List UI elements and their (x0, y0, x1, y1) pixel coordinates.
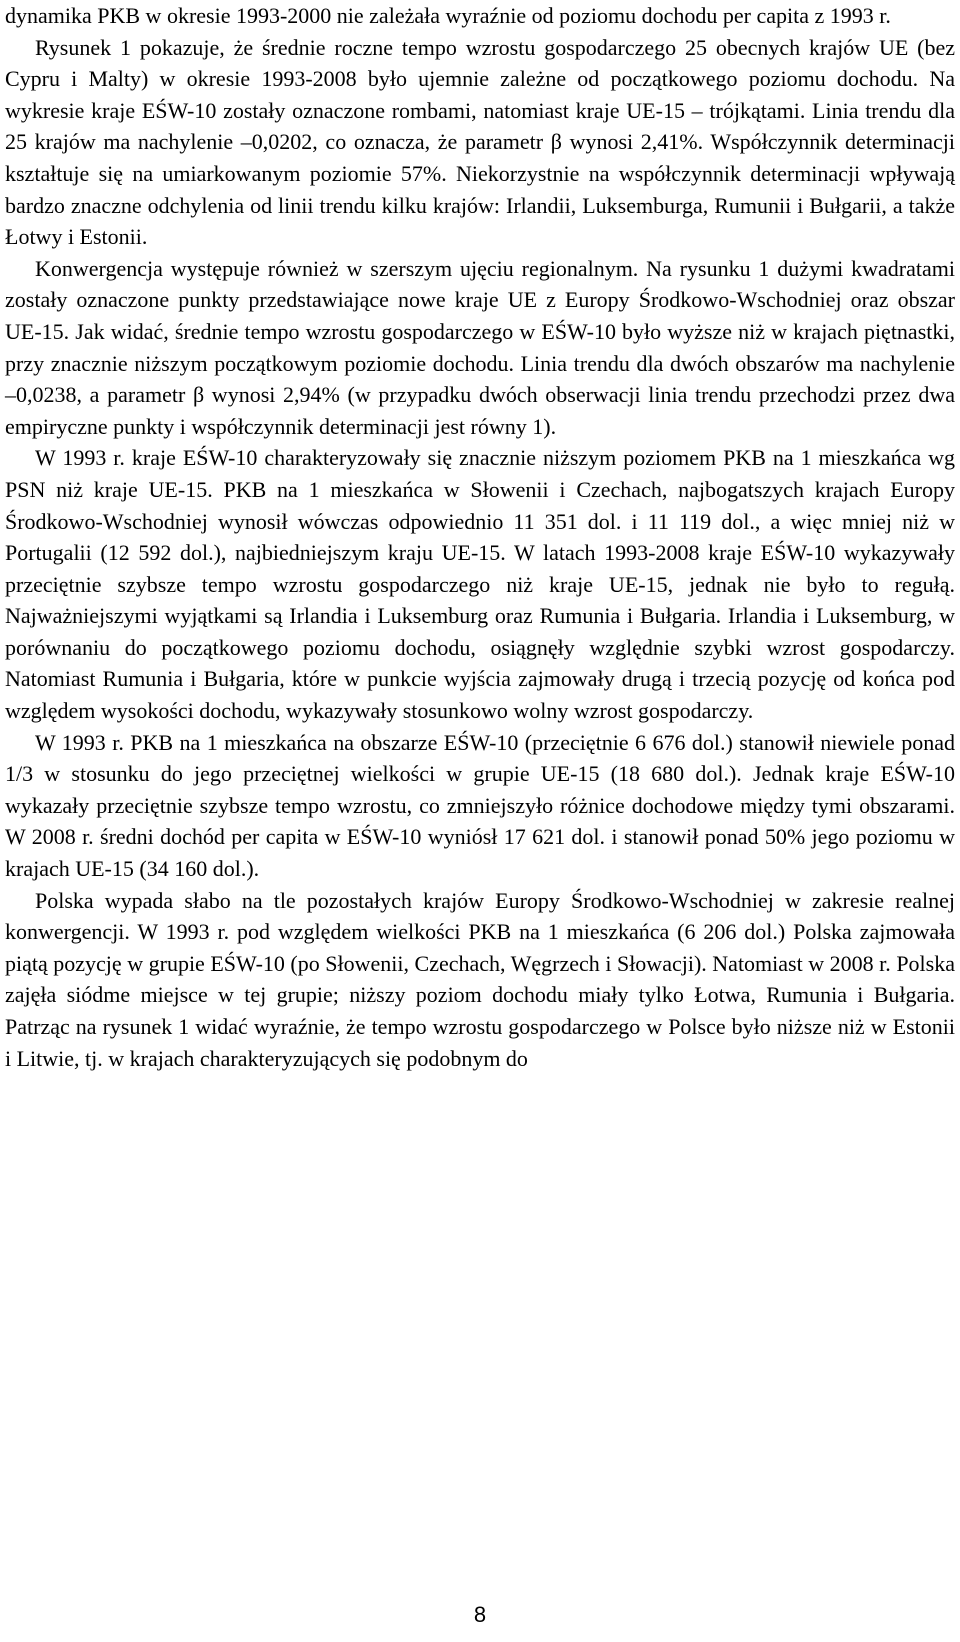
paragraph-5: W 1993 r. PKB na 1 mieszkańca na obszarze EŚW-10 (przeciętnie 6 676 dol.) stanowił niewiele ponad 1/3 w stosunku do jego przeciętnej wielkości w grupie UE-15 (18 680 dol.). Jednak kraje EŚW-10 wykazały przeciętnie szybsze tempo wzrostu, co zmniejszyło różnice dochodowe między tymi obszarami. W 2008 r. średni dochód per capita w EŚW-10 wyniósł 17 621 dol. i stanowił ponad 50% jego poziomu w krajach UE-15 (34 160 dol.). (5, 729, 955, 882)
paragraph-1: dynamika PKB w okresie 1993-2000 nie zależała wyraźnie od poziomu dochodu per capita z 1993 r. (5, 3, 891, 28)
paragraph-4: W 1993 r. kraje EŚW-10 charakteryzowały się znacznie niższym poziomem PKB na 1 mieszkańca wg PSN niż kraje UE-15. PKB na 1 mieszkańca w Słowenii i Czechach, najbogatszych krajach Europy Środkowo-Wschodniej wynosił wówczas odpowiednio 11 351 dol. i 11 119 dol., a więc mniej niż w Portugalii (12 592 dol.), najbiedniejszym kraju UE-15. W latach 1993-2008 kraje EŚW-10 wykazywały przeciętnie szybsze tempo wzrostu gospodarczego niż kraje UE-15, jednak nie było to regułą. Najważniejszymi wyjątkami są Irlandia i Luksemburg oraz Rumunia i Bułgaria. Irlandia i Luksemburg, w porównaniu do początkowego poziomu dochodu, osiągnęły względnie szybki wzrost gospodarczy. Natomiast Rumunia i Bułgaria, które w punkcie wyjścia zajmowały drugą i trzecią pozycję od końca pod względem wysokości dochodu, wykazywały stosunkowo wolny wzrost gospodarczy. (5, 445, 955, 724)
paragraph-6: Polska wypada słabo na tle pozostałych krajów Europy Środkowo-Wschodniej w zakresie realnej konwergencji. W 1993 r. pod względem wielkości PKB na 1 mieszkańca (6 206 dol.) Polska zajmowała piątą pozycję w grupie EŚW-10 (po Słowenii, Czechach, Węgrzech i Słowacji). Natomiast w 2008 r. Polska zajęła siódme miejsce w tej grupie; niższy poziom dochodu miały tylko Łotwa, Rumunia i Bułgaria. Patrząc na rysunek 1 widać wyraźnie, że tempo wzrostu gospodarczego w Polsce było niższe niż w Estonii i Litwie, tj. w krajach charakteryzujących się podobnym do (5, 887, 955, 1071)
page-number: 8 (473, 1602, 487, 1627)
paragraph-3: Konwergencja występuje również w szerszym ujęciu regionalnym. Na rysunku 1 dużymi kwadratami zostały oznaczone punkty przedstawiające nowe kraje UE z Europy Środkowo-Wschodniej oraz obszar UE-15. Jak widać, średnie tempo wzrostu gospodarczego w EŚW-10 było wyższe niż w krajach piętnastki, przy znacznie niższym początkowym poziomie dochodu. Linia trendu dla dwóch obszarów ma nachylenie –0,0238, a parametr β wynosi 2,94% (w przypadku dwóch obserwacji linia trendu przechodzi przez dwa empiryczne punkty i współczynnik determinacji jest równy 1). (5, 255, 955, 439)
paragraph-2: Rysunek 1 pokazuje, że średnie roczne tempo wzrostu gospodarczego 25 obecnych krajów UE (bez Cypru i Malty) w okresie 1993-2008 było ujemnie zależne od początkowego poziomu dochodu. Na wykresie kraje EŚW-10 zostały oznaczone rombami, natomiast kraje UE-15 – trójkątami. Linia trendu dla 25 krajów ma nachylenie –0,0202, co oznacza, że parametr β wynosi 2,41%. Współczynnik determinacji kształtuje się na umiarkowanym poziomie 57%. Niekorzystnie na współczynnik determinacji wpływają bardzo znaczne odchylenia od linii trendu kilku krajów: Irlandii, Luksemburga, Rumunii i Bułgarii, a także Łotwy i Estonii. (5, 34, 955, 250)
document-page (5, 0, 955, 1074)
